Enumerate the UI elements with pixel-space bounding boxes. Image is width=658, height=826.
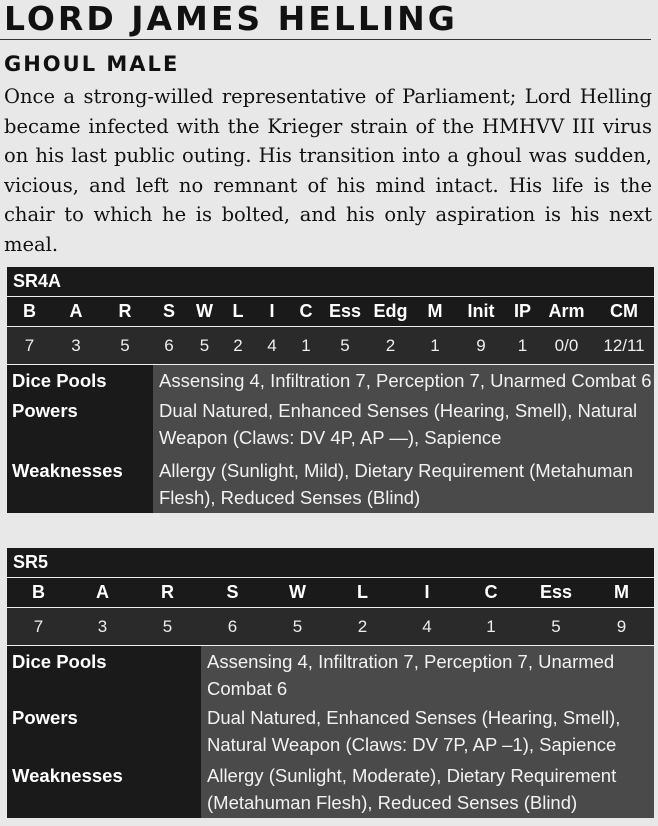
sr5-val-intuition: 4 — [422, 616, 432, 636]
sr5-val-reaction: 5 — [162, 616, 173, 636]
sr4a-powers-value: Dual Natured, Enhanced Senses (Hearing, Smell), Natural Weapon (Claws: DV 4P, AP —), Sapience — [153, 397, 654, 455]
sr4a-attr-cm: CM — [610, 301, 638, 321]
sr5-attr-logic: L — [357, 582, 368, 602]
sr4a-val-essence: 5 — [340, 335, 350, 355]
sr5-val-strength: 6 — [227, 616, 238, 636]
sr5-attr-charisma: C — [484, 582, 498, 602]
sr5-heading: SR5 — [7, 548, 654, 577]
sr5-val-charisma: 1 — [486, 616, 496, 636]
sr4a-val-cm: 12/11 — [603, 335, 645, 355]
sr4a-attr-charisma: C — [299, 301, 313, 321]
sr5-val-essence: 5 — [551, 616, 561, 636]
sr4a-val-edge: 2 — [385, 335, 396, 355]
sr4a-val-willpower: 5 — [199, 335, 210, 355]
sr4a-weaknesses-value: Allergy (Sunlight, Mild), Dietary Requirement (Metahuman Flesh), Reduced Senses (Blind) — [153, 455, 654, 513]
sr4a-attribute-value-row — [7, 327, 654, 364]
sr4a-val-agility: 3 — [71, 335, 81, 355]
sr4a-attr-agility: A — [69, 301, 83, 321]
sr5-attr-strength: S — [226, 582, 239, 602]
sr4a-attr-logic: L — [232, 301, 244, 321]
sr4a-stat-block — [7, 267, 654, 513]
title-divider — [0, 39, 651, 40]
sr5-attr-intuition: I — [424, 582, 430, 602]
sr5-attr-magic: M — [614, 582, 629, 602]
sr5-attr-essence: Ess — [539, 582, 573, 602]
page-subtitle: GHOUL MALE — [4, 52, 180, 76]
sr4a-val-reaction: 5 — [120, 335, 130, 355]
sr4a-attr-initiative: Init — [467, 301, 495, 321]
sr4a-powers-label: Powers — [7, 397, 153, 455]
sr4a-weaknesses-label: Weaknesses — [7, 455, 153, 513]
sr4a-attr-edge: Edg — [373, 301, 408, 321]
sr4a-attr-willpower: W — [196, 301, 213, 321]
sr4a-info-table — [7, 365, 654, 513]
sr4a-dice-pools-row — [7, 365, 654, 397]
sr5-powers-label: Powers — [7, 704, 201, 762]
sr4a-attr-body: B — [23, 301, 36, 321]
sr4a-val-magic: 1 — [430, 335, 440, 355]
sr4a-val-strength: 6 — [164, 335, 174, 355]
sr5-attr-willpower: W — [289, 582, 306, 602]
sr5-attribute-header-row — [7, 578, 654, 607]
sr4a-attr-strength: S — [162, 301, 175, 321]
sr4a-attr-reaction: R — [118, 301, 132, 321]
sr5-val-agility: 3 — [97, 616, 108, 636]
sr4a-val-initiative: 9 — [476, 335, 486, 355]
page-title: LORD JAMES HELLING — [4, 0, 458, 38]
sr4a-dice-pools-label: Dice Pools — [7, 365, 153, 397]
sr5-attr-agility: A — [96, 582, 109, 602]
sr5-dice-pools-value: Assensing 4, Infiltration 7, Perception 7, Unarmed Combat 6 — [201, 646, 654, 704]
sr4a-attr-essence: Ess — [328, 301, 362, 321]
sr4a-val-logic: 2 — [233, 335, 243, 355]
sr5-dice-pools-row — [7, 646, 654, 704]
sr4a-val-body: 7 — [24, 335, 35, 355]
sr4a-val-armor: 0/0 — [554, 335, 579, 355]
sr5-attr-body: B — [32, 582, 45, 602]
sr4a-attr-magic: M — [427, 301, 443, 321]
sr4a-weaknesses-row — [7, 455, 654, 513]
sr4a-attr-armor: Arm — [548, 301, 585, 321]
sr5-attribute-value-row — [7, 608, 654, 645]
sr5-attr-reaction: R — [161, 582, 174, 602]
sr5-weaknesses-row — [7, 762, 654, 818]
sr5-weaknesses-label: Weaknesses — [7, 762, 201, 818]
sr4a-heading: SR4A — [7, 267, 654, 296]
sr5-stat-block — [7, 548, 654, 818]
sr5-dice-pools-label: Dice Pools — [7, 646, 201, 704]
sr4a-val-charisma: 1 — [301, 335, 311, 355]
sr5-val-magic: 9 — [616, 616, 627, 636]
sr5-powers-row — [7, 704, 654, 762]
sr5-powers-value: Dual Natured, Enhanced Senses (Hearing, Smell), Natural Weapon (Claws: DV 7P, AP –1), Sapience — [201, 704, 654, 762]
sr5-info-table — [7, 646, 654, 818]
sr5-val-logic: 2 — [357, 616, 368, 636]
sr4a-attribute-header-row — [7, 297, 654, 326]
sr4a-dice-pools-value: Assensing 4, Infiltration 7, Perception 7, Unarmed Combat 6 — [153, 365, 654, 397]
sr4a-powers-row — [7, 397, 654, 455]
sr4a-val-intuition: 4 — [267, 335, 277, 355]
sr5-val-body: 7 — [33, 616, 44, 636]
sr4a-val-ip: 1 — [517, 335, 528, 355]
character-description: Once a strong-willed representative of Parliament; Lord Helling became infected with the Krieger strain of the HMHVV III virus on his last public outing. His transition into a ghoul was sudden, vicious, and left no remnant of his mind intact. His life is the chair to which he is bolted, and his only aspiration is his next meal. — [4, 85, 652, 256]
sr5-val-willpower: 5 — [292, 616, 303, 636]
sr4a-attr-ip: IP — [513, 301, 531, 321]
sr5-weaknesses-value: Allergy (Sunlight, Moderate), Dietary Requirement (Metahuman Flesh), Reduced Senses (Blind) — [201, 762, 654, 818]
sr4a-attr-intuition: I — [269, 301, 275, 321]
